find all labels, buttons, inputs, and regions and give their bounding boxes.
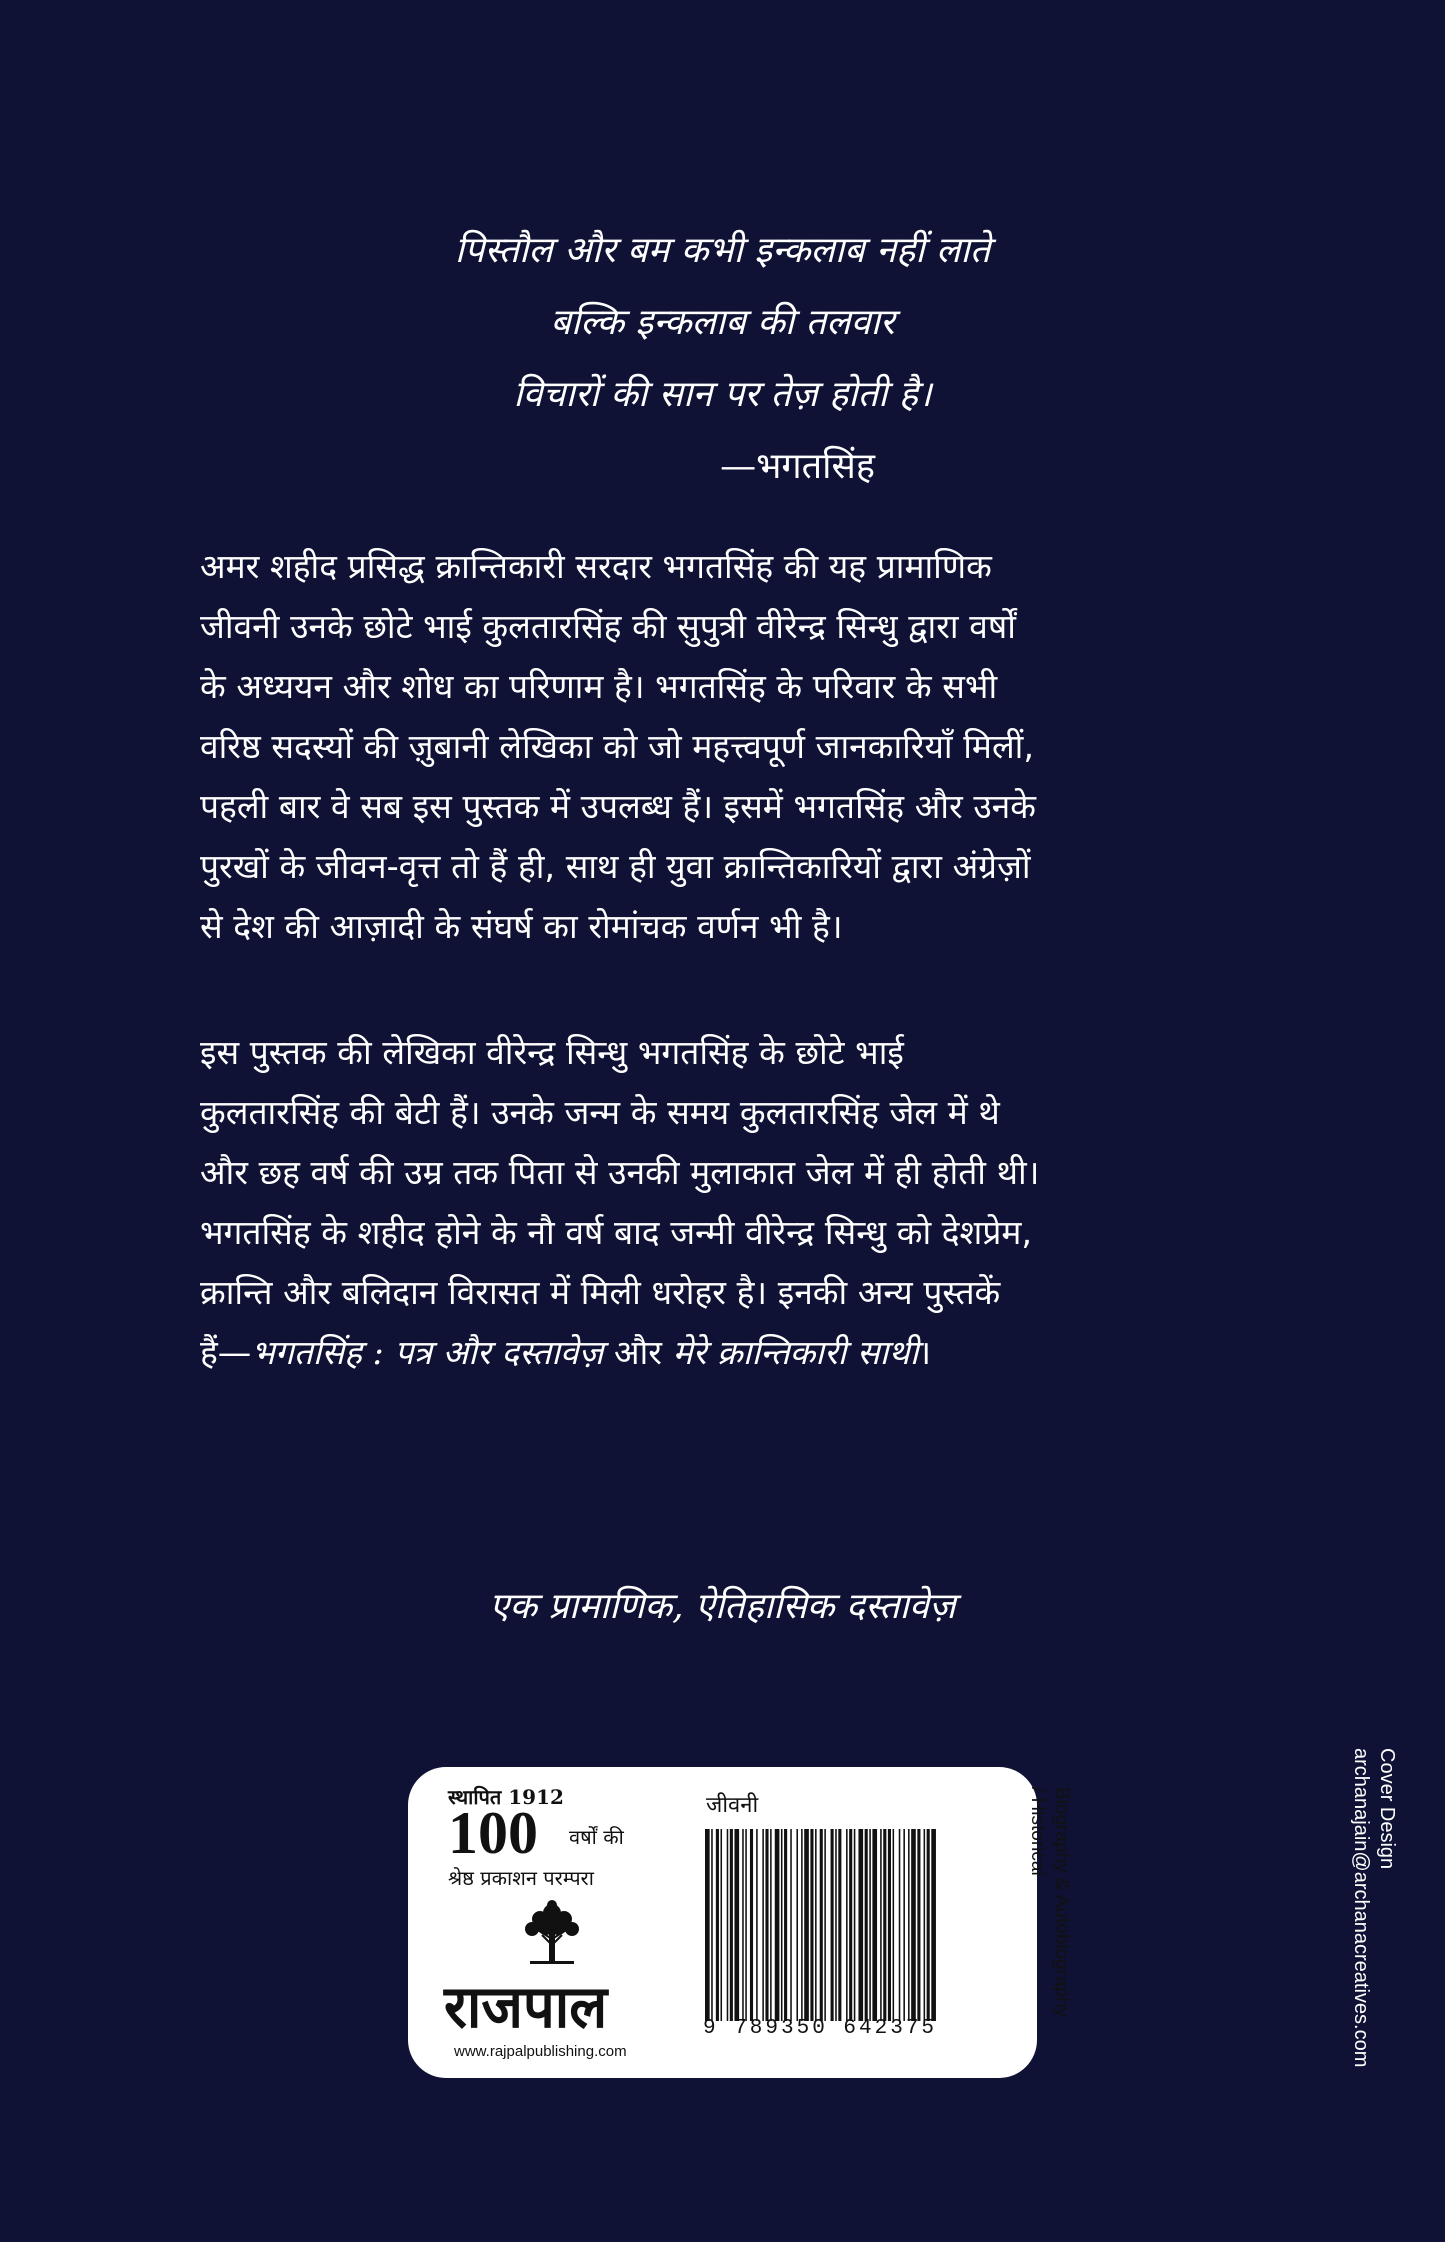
barcode-bar (721, 1829, 723, 2021)
barcode-bar (762, 1829, 764, 2021)
book-title-1: भगतसिंह : पत्र और दस्तावेज़ (251, 1333, 604, 1372)
barcode-bar (801, 1829, 803, 2021)
paragraph-last-line (200, 1323, 1210, 1383)
book-title-2: मेरे क्रान्तिकारी साथी (672, 1333, 919, 1372)
barcode-bar (727, 1829, 729, 2021)
barcode-bar (705, 1829, 710, 2021)
barcode-bar (734, 1829, 739, 2021)
barcode-bar (911, 1829, 916, 2021)
barcode-bar (872, 1829, 877, 2021)
tradition-text: श्रेष्ठ प्रकाशन परम्परा (448, 1866, 594, 1890)
credit-email: archanajain@archanacreatives.com (1350, 1748, 1372, 2068)
barcode-bar (730, 1829, 733, 2021)
category-line: Biography & Autobiography (1051, 1787, 1072, 2018)
quote-line: बल्कि इन्कलाब की तलवार (550, 302, 895, 343)
category-vertical-text (1003, 1787, 1073, 2067)
cover-design-credit (1348, 1748, 1400, 2108)
barcode-bar (846, 1829, 848, 2021)
publisher-brand: राजपाल (444, 1973, 608, 2042)
barcode-bar (917, 1829, 920, 2021)
books-joiner: और (603, 1333, 673, 1372)
barcode-bar (742, 1829, 744, 2021)
years-text: वर्षों की (569, 1825, 624, 1849)
barcode-bar (824, 1829, 826, 2021)
books-suffix: । (918, 1333, 932, 1372)
barcode-bar (903, 1829, 905, 2021)
barcode-bar (899, 1829, 901, 2021)
tagline: एक प्रामाणिक, ऐतिहासिक दस्तावेज़ (489, 1586, 956, 1627)
barcode-bar (781, 1829, 783, 2021)
barcode-bar (865, 1829, 868, 2021)
publisher-website: www.rajpalpublishing.com (454, 2043, 627, 2060)
hundred-years-number: 100 (448, 1800, 538, 1866)
barcode-bar (775, 1829, 780, 2021)
paragraph-line: पुरखों के जीवन-वृत्त तो हैं ही, साथ ही युवा क्रान्तिकारियों द्वारा अंग्रेज़ों (200, 847, 1031, 886)
paragraph-line: और छह वर्ष की उम्र तक पिता से उनकी मुलाकात जेल में ही होती थी। (200, 1153, 1040, 1192)
paragraph-line: पहली बार वे सब इस पुस्तक में उपलब्ध हैं। इसमें भगतसिंह और उनके (200, 787, 1037, 826)
barcode-bar (804, 1829, 809, 2021)
publisher-logo-block (426, 1781, 676, 2066)
barcode-bar (790, 1829, 792, 2021)
quote-line: पिस्तौल और बम कभी इन्कलाब नहीं लाते (454, 230, 991, 271)
barcode-bar (750, 1829, 753, 2021)
barcode-bar (869, 1829, 871, 2021)
barcode-bar (924, 1829, 926, 2021)
barcode-bar (893, 1829, 895, 2021)
barcode-bar (888, 1829, 891, 2021)
barcode-bar (820, 1829, 823, 2021)
paragraph-line: के अध्ययन और शोध का परिणाम है। भगतसिंह के परिवार के सभी (200, 667, 998, 706)
barcode-bar (784, 1829, 787, 2021)
barcode-bar (711, 1829, 713, 2021)
barcode-bar (838, 1829, 841, 2021)
quote-attribution: —भगतसिंह (720, 446, 875, 487)
paragraph-line: भगतसिंह के शहीद होने के नौ वर्ष बाद जन्मी वीरेन्द्र सिन्धु को देशप्रेम, (200, 1213, 1033, 1252)
books-prefix: हैं— (200, 1333, 252, 1372)
genre-label: जीवनी (706, 1793, 759, 1818)
paragraph-line: वरिष्ठ सदस्यों की ज़ुबानी लेखिका को जो महत्त्वपूर्ण जानकारियाँ मिलीं, (200, 727, 1035, 766)
barcode-bar (756, 1829, 758, 2021)
tree-icon (516, 1899, 588, 1971)
category-line: / Historical (1027, 1787, 1048, 1876)
barcode-bar (931, 1829, 936, 2021)
barcode-bar (883, 1829, 886, 2021)
paragraph-line: जीवनी उनके छोटे भाई कुलतारसिंह की सुपुत्री वीरेन्द्र सिन्धु द्वारा वर्षों (200, 607, 1016, 646)
barcode-bar (716, 1829, 719, 2021)
barcode-bar (765, 1829, 768, 2021)
paragraph-line: से देश की आज़ादी के संघर्ष का रोमांचक वर्णन भी है। (200, 907, 843, 946)
barcode-bar (770, 1829, 772, 2021)
epigraph-quote (0, 215, 1445, 503)
barcode-bar (796, 1829, 798, 2021)
isbn-barcode (703, 1829, 999, 2021)
barcode-bar (854, 1829, 856, 2021)
barcode-bar (745, 1829, 747, 2021)
author-bio-paragraph (200, 1023, 1210, 1383)
barcode-bar (858, 1829, 863, 2021)
barcode-bar (815, 1829, 817, 2021)
paragraph-line: कुलतारसिंह की बेटी हैं। उनके जन्म के समय कुलतारसिंह जेल में थे (200, 1093, 1000, 1132)
barcode-bar (831, 1829, 834, 2021)
blurb-paragraph-1 (200, 537, 1210, 957)
barcode-bar (835, 1829, 837, 2021)
credit-title: Cover Design (1376, 1748, 1398, 1870)
barcode-bar (849, 1829, 852, 2021)
paragraph-line: अमर शहीद प्रसिद्ध क्रान्तिकारी सरदार भगतसिंह की यह प्रामाणिक (200, 547, 992, 586)
publisher-barcode-label (408, 1767, 1072, 2078)
established-text: स्थापित 1912 (448, 1785, 564, 1809)
paragraph-line: क्रान्ति और बलिदान विरासत में मिली धरोहर है। इनकी अन्य पुस्तकें (200, 1273, 1001, 1312)
paragraph-line: इस पुस्तक की लेखिका वीरेन्द्र सिन्धु भगतसिंह के छोटे भाई (200, 1033, 904, 1072)
barcode-bar (927, 1829, 930, 2021)
isbn-digits: 9 789350 642375 (703, 2017, 938, 2040)
barcode-bar (908, 1829, 910, 2021)
quote-line: विचारों की सान पर तेज़ होती है। (513, 374, 932, 415)
barcode-bar (810, 1829, 813, 2021)
barcode-bar (880, 1829, 882, 2021)
